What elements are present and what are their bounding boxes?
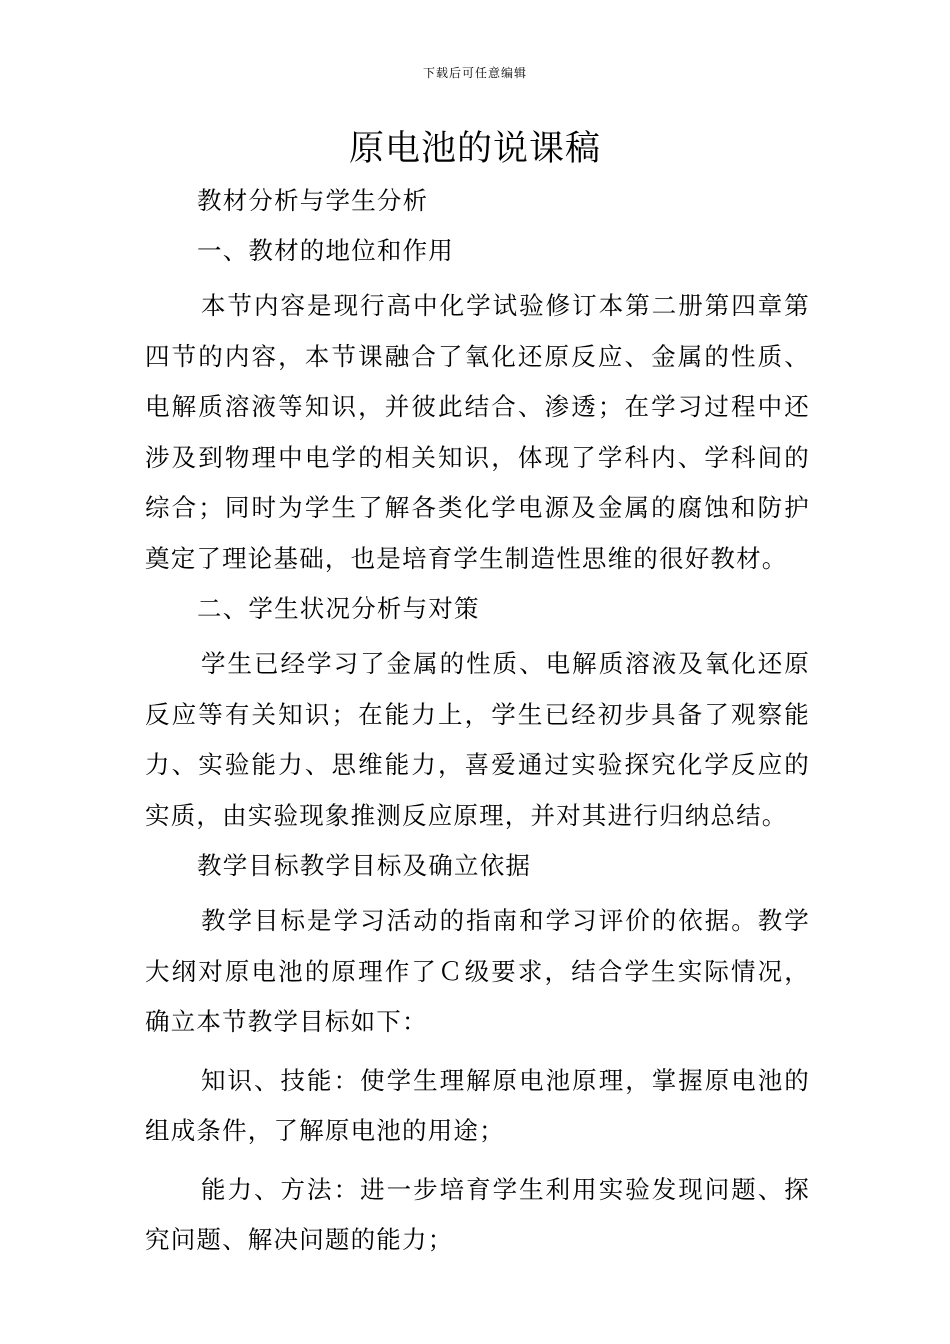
paragraph-student-analysis: 学生已经学习了金属的性质、电解质溶液及氧化还原反应等有关知识；在能力上，学生已经初步具备了观察能力、实验能力、思维能力，喜爱通过实验探究化学反应的实质，由实验现象推测反应原理，并对其进行归纳总结。 — [145, 649, 810, 830]
section-heading-teaching-goals: 教学目标教学目标及确立依据 — [197, 851, 532, 880]
paragraph-knowledge-skills: 知识、技能：使学生理解原电池原理，掌握原电池的组成条件，了解原电池的用途； — [145, 1065, 810, 1145]
header-note: 下载后可任意编辑 — [422, 66, 527, 80]
section-heading-materials-students: 教材分析与学生分析 — [197, 186, 429, 215]
document-title: 原电池的说课稿 — [348, 129, 601, 169]
paragraph-material-role: 本节内容是现行高中化学试验修订本第二册第四章第四节的内容，本节课融合了氧化还原反应、金属的性质、电解质溶液等知识，并彼此结合、渗透；在学习过程中还涉及到物理中电学的相关知识，体现了学科内、学科间的综合；同时为学生了解各类化学电源及金属的腐蚀和防护奠定了理论基础，也是培育学生制造性思维的很好教材。 — [145, 291, 810, 573]
section-heading-student-analysis: 二、学生状况分析与对策 — [197, 594, 480, 623]
paragraph-teaching-goals: 教学目标是学习活动的指南和学习评价的依据。教学大纲对原电池的原理作了Ｃ级要求，结合学生实际情况，确立本节教学目标如下： — [145, 906, 810, 1036]
document-body — [145, 176, 810, 1266]
paragraph-ability-methods: 能力、方法：进一步培育学生利用实验发现问题、探究问题、解决问题的能力； — [145, 1174, 810, 1254]
section-heading-material-role: 一、教材的地位和作用 — [197, 236, 454, 265]
